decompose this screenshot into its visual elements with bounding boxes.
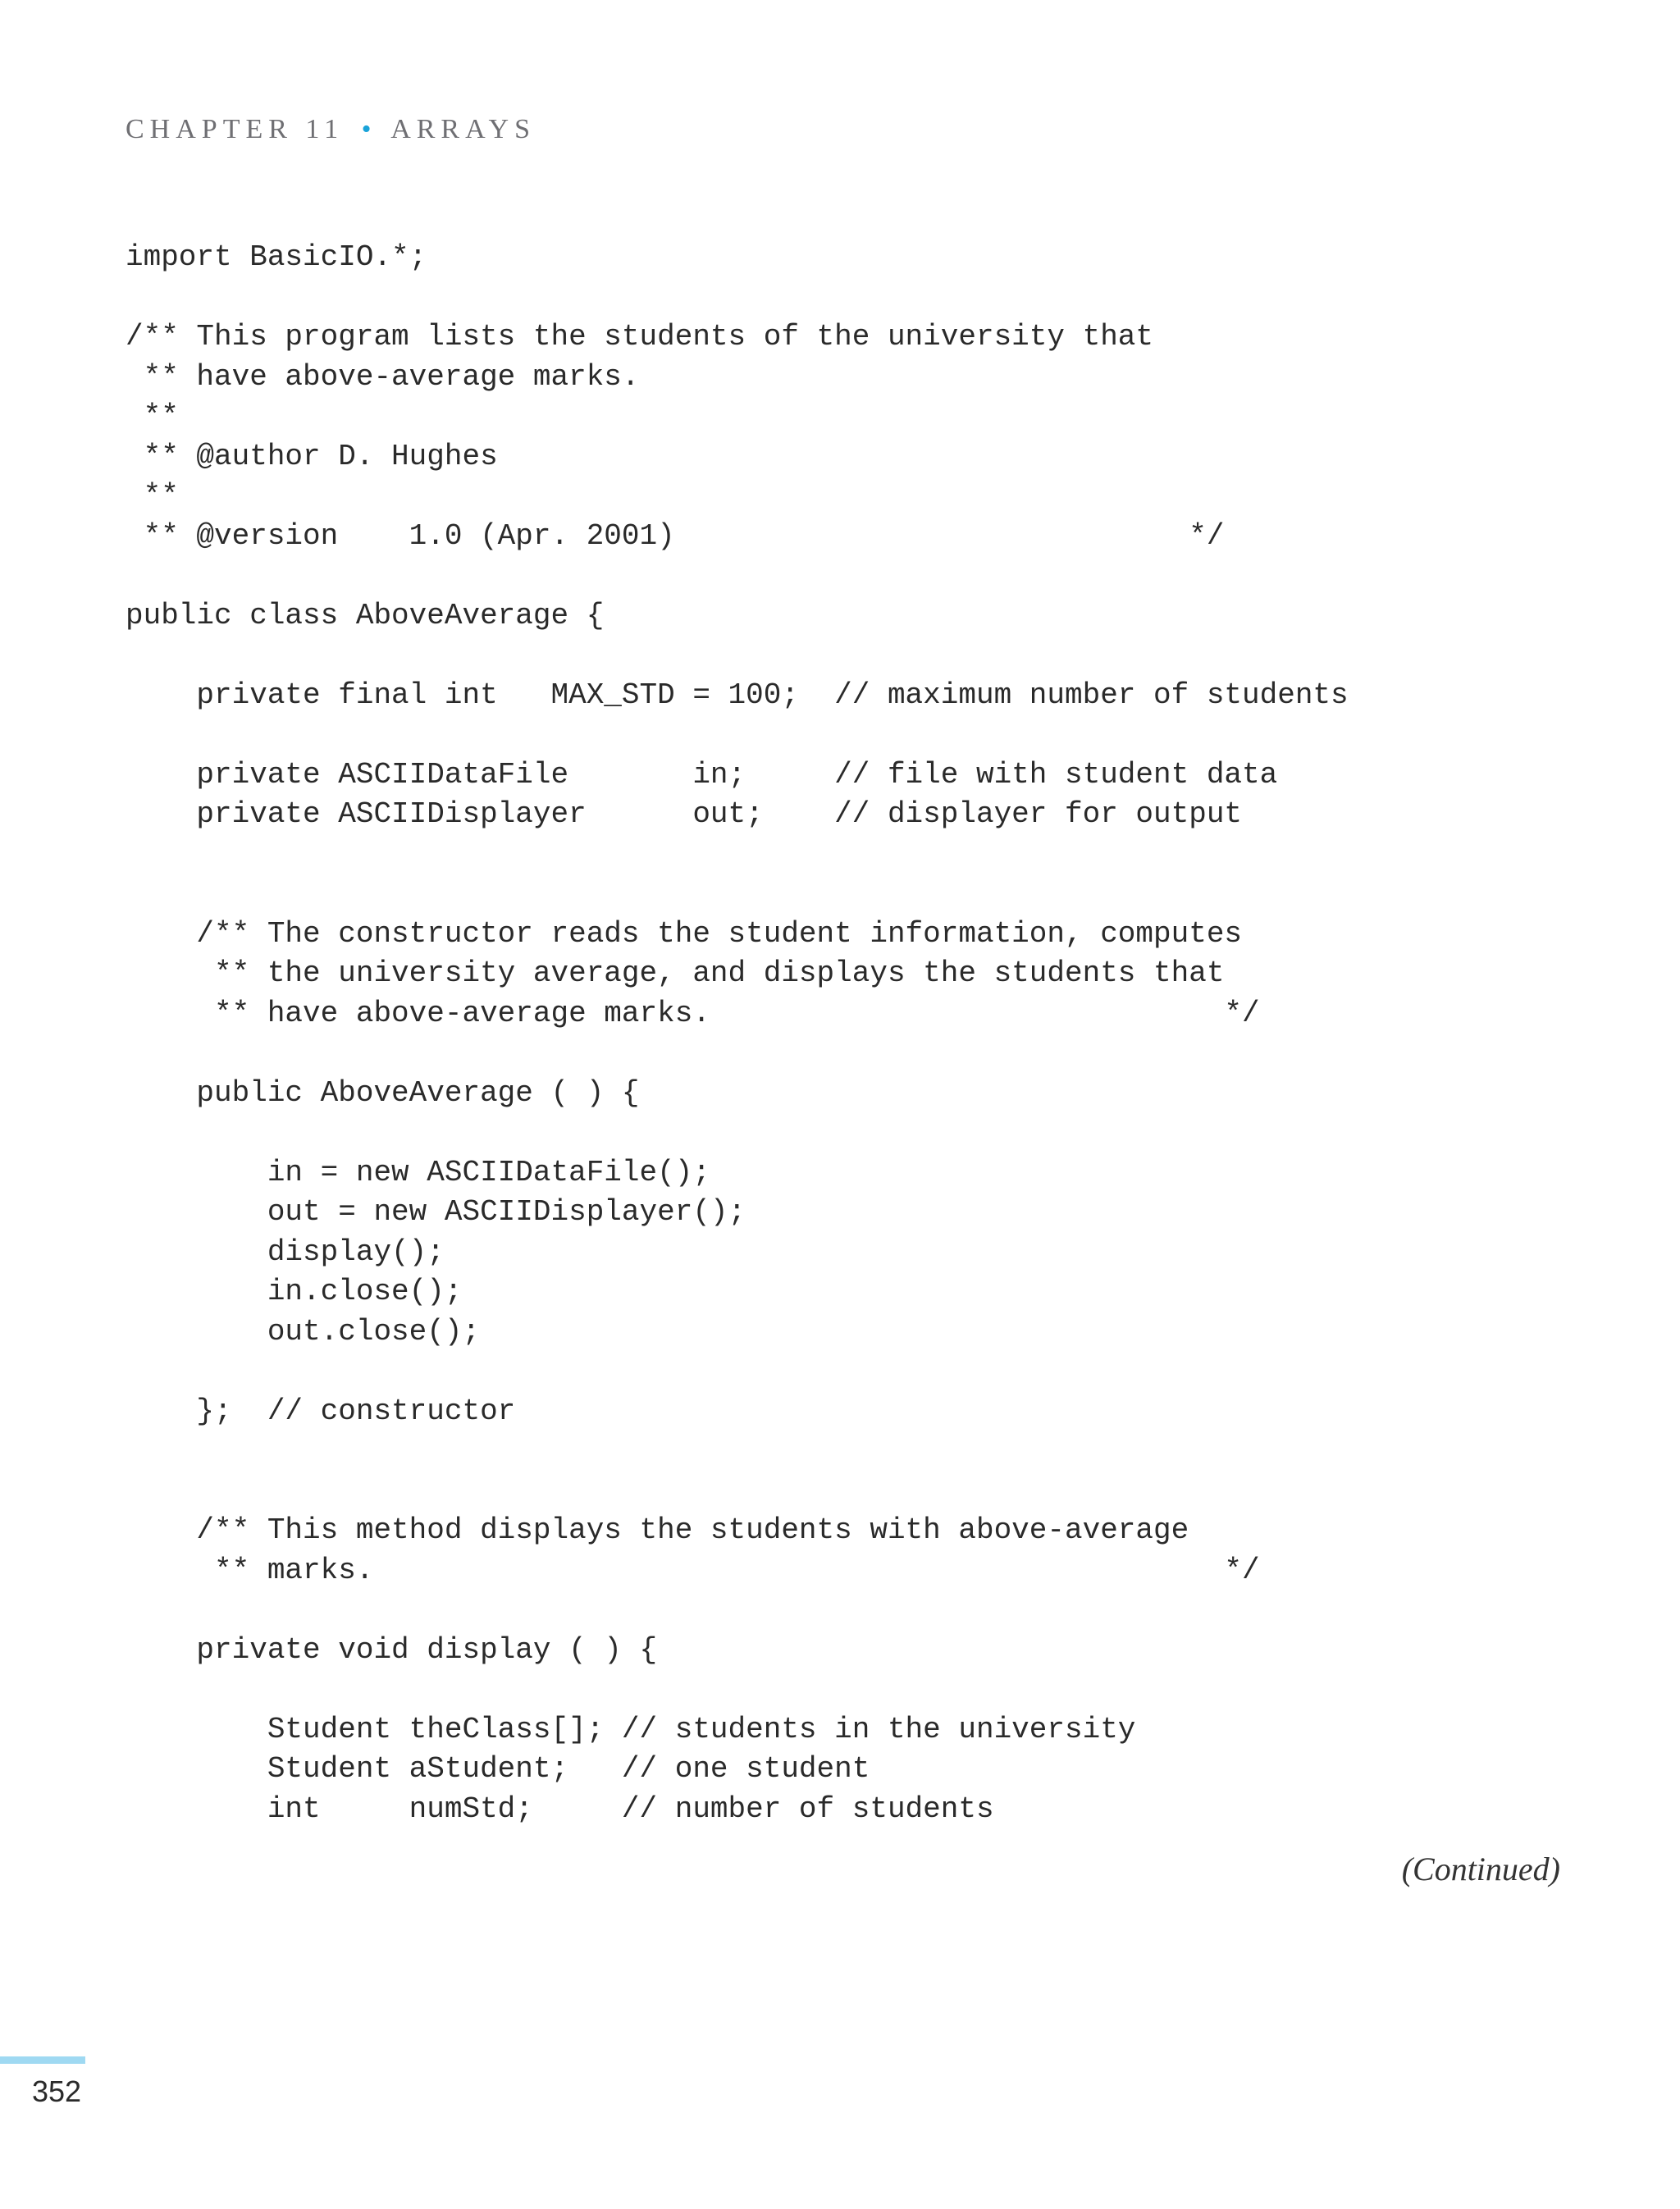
header-bullet: • bbox=[361, 114, 372, 144]
code-line: out = new ASCIIDisplayer(); bbox=[126, 1195, 746, 1229]
code-line bbox=[126, 1034, 1349, 1074]
code-line: display(); bbox=[126, 1235, 445, 1269]
code-line bbox=[126, 636, 1349, 676]
code-line: ** have above-average marks. */ bbox=[126, 996, 1260, 1030]
code-line bbox=[126, 1472, 1349, 1512]
code-line bbox=[126, 835, 1349, 875]
code-line: ** have above-average marks. bbox=[126, 359, 640, 394]
code-line: int numStd; // number of students bbox=[126, 1791, 994, 1826]
code-line bbox=[126, 1670, 1349, 1710]
chapter-header bbox=[126, 113, 536, 146]
code-line bbox=[126, 1352, 1349, 1392]
code-line: public class AboveAverage { bbox=[126, 598, 605, 632]
code-line: private ASCIIDataFile in; // file with student data bbox=[126, 757, 1278, 792]
code-line bbox=[126, 278, 1349, 318]
chapter-topic: ARRAYS bbox=[390, 114, 536, 144]
code-line: ** @author D. Hughes bbox=[126, 439, 498, 473]
code-line: private void display ( ) { bbox=[126, 1632, 658, 1667]
code-line bbox=[126, 1431, 1349, 1472]
code-line: private ASCIIDisplayer out; // displayer for output bbox=[126, 797, 1243, 831]
code-line bbox=[126, 556, 1349, 596]
code-line bbox=[126, 1113, 1349, 1153]
code-line: out.close(); bbox=[126, 1314, 481, 1349]
code-listing bbox=[126, 238, 1349, 1829]
code-line bbox=[126, 715, 1349, 755]
code-line: Student theClass[]; // students in the university bbox=[126, 1712, 1136, 1746]
chapter-label: CHAPTER 11 bbox=[126, 114, 345, 144]
code-line: ** bbox=[126, 399, 179, 433]
code-line: /** This program lists the students of the university that bbox=[126, 320, 1154, 354]
code-line: }; // constructor bbox=[126, 1394, 516, 1428]
code-line bbox=[126, 874, 1349, 915]
code-line: in.close(); bbox=[126, 1275, 463, 1308]
code-line: Student aStudent; // one student bbox=[126, 1752, 870, 1786]
code-line: public AboveAverage ( ) { bbox=[126, 1075, 640, 1110]
code-line: ** @version 1.0 (Apr. 2001) */ bbox=[126, 518, 1225, 553]
code-line: private final int MAX_STD = 100; // maximum number of students bbox=[126, 678, 1349, 712]
code-line: /** The constructor reads the student information, computes bbox=[126, 916, 1243, 951]
page-number: 352 bbox=[32, 2074, 82, 2108]
code-line: ** marks. */ bbox=[126, 1553, 1260, 1587]
code-line: import BasicIO.*; bbox=[126, 240, 427, 274]
code-line: in = new ASCIIDataFile(); bbox=[126, 1155, 710, 1189]
code-line bbox=[126, 1591, 1349, 1631]
code-line: ** the university average, and displays the students that bbox=[126, 956, 1225, 990]
code-line: ** bbox=[126, 479, 179, 513]
page-number-rule bbox=[0, 2056, 85, 2064]
code-line: /** This method displays the students with above-average bbox=[126, 1513, 1189, 1547]
continued-note: (Continued) bbox=[1401, 1851, 1560, 1887]
